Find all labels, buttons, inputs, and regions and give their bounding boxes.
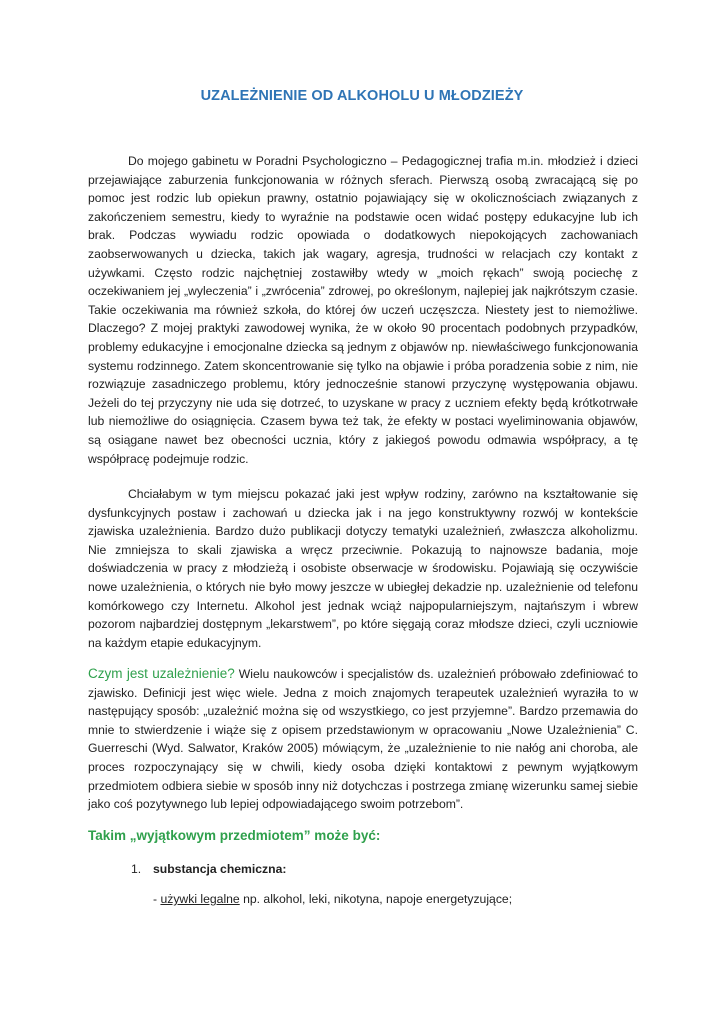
paragraph-definition-text: Wielu naukowców i specjalistów ds. uzależnień próbowało zdefiniować to zjawisko. Definicji jest więc wiele. Jedna z moich znajomych terapeutek uzależnień wyraziła to w następujący sposób: „uzależnić można się od wszystkiego, co jest przyjemne”. Bardzo przemawia do mnie to stwierdzenie i wiąże się z opisem przedstawionym w opracowaniu „Nowe Uzależnienia” C. Guerreschi (Wyd. Salwator, Kraków 2005) mówiącym, że „uzależnienie to nie nałóg ani choroba, ale proces rozpoczynający się w chwili, kiedy osoba dzięki kontaktowi z pewnym wyjątkowym przedmiotem odbiera siebie w sposób inny niż dotychczas i postrzega zmianę wizerunku samej siebie jako coś pozytywnego lub lepiej odpowiadającego swoim potrzebom”. <box>88 667 638 812</box>
paragraph-intro: Do mojego gabinetu w Poradni Psychologiczno – Pedagogicznej trafia m.in. młodzież i dzieci przejawiające zaburzenia funkcjonowania w różnych sferach. Pierwszą osobą zwracającą się po pomoc jest rodzic lub opiekun prawny, ostatnio pojawiający się w okolicznościach związanych z zakończeniem semestru, kiedy to wyraźnie na podstawie ocen widać postępy edukacyjne lub ich brak. Podczas wywiadu rodzic opowiada o dodatkowych niepokojących zachowaniach zaobserwowanych u dziecka, takich jak wagary, agresja, trudności w relacjach czy kontakt z używkami. Często rodzic najchętniej zostawiłby wtedy w „moich rękach” swoją pociechę z oczekiwaniem jej „wyleczenia” i „zwrócenia” zdrowej, po określonym, najlepiej jak najkrótszym czasie. Takie oczekiwania ma również szkoła, do której ów uczeń uczęszcza. Niestety jest to niemożliwe. Dlaczego? Z mojej praktyki zawodowej wynika, że w około 90 procentach podobnych przypadków, problemy edukacyjne i emocjonalne dziecka są jednym z objawów np. niewłaściwego funkcjonowania systemu rodzinnego. Zatem skoncentrowanie się tylko na objawie i próba poradzenia sobie z nim, nie rozwiązuje zasadniczego problemu, który jednocześnie stanowi przyczynę występowania objawu. Jeżeli do tej przyczyny nie uda się dotrzeć, to uzyskane w pracy z uczniem efekty będą krótkotrwałe lub niemożliwe do osiągnięcia. Czasem bywa też tak, że efekty w postaci wyeliminowania objawów, są osiągane nawet bez obecności ucznia, który z jakiegoś powodu odmawia współpracy, a tę współpracę podejmuje rodzic. <box>88 154 638 466</box>
list-item <box>131 862 286 876</box>
sub-list-item <box>153 892 512 906</box>
list-item-number: 1. <box>131 862 142 876</box>
paragraph-definition <box>88 665 638 814</box>
paragraph-family-influence: Chciałabym w tym miejscu pokazać jaki jest wpływ rodziny, zarówno na kształtowanie się dysfunkcyjnych postaw i zachowań u dziecka jak i na jego konstruktywny rozwój w kontekście zjawiska uzależnienia. Bardzo dużo publikacji dotyczy tematyki uzależnień, zwłaszcza alkoholizmu. Nie zmniejsza to skali zjawiska a wręcz przeciwnie. Pokazują to najnowsze badania, moje doświadczenia w pracy z młodzieżą i osobiste obserwacje w środowisku. Pojawiają się oczywiście nowe uzależnienia, o których nie było mowy jeszcze w ubiegłej dekadzie np. uzależnienie od telefonu komórkowego czy Internetu. Alkohol jest jednak wciąż najpopularniejszym, najtańszym i wbrew pozorom najbardziej dostępnym „lekarstwem”, po które sięgają coraz młodsze dzieci, czyli uczniowie na każdym etapie edukacyjnym. <box>88 487 638 650</box>
sub-item-underlined-term: używki legalne <box>160 892 240 906</box>
sub-item-prefix: - <box>153 892 161 906</box>
sub-item-rest: np. alkohol, leki, nikotyna, napoje energetyzujące; <box>239 892 513 906</box>
question-heading: Czym jest uzależnienie? <box>88 666 235 681</box>
document-title: UZALEŻNIENIE OD ALKOHOLU U MŁODZIEŻY <box>200 88 524 104</box>
list-item-label: substancja chemiczna: <box>153 862 287 876</box>
section-heading-special-object: Takim „wyjątkowym przedmiotem” może być: <box>88 828 381 843</box>
